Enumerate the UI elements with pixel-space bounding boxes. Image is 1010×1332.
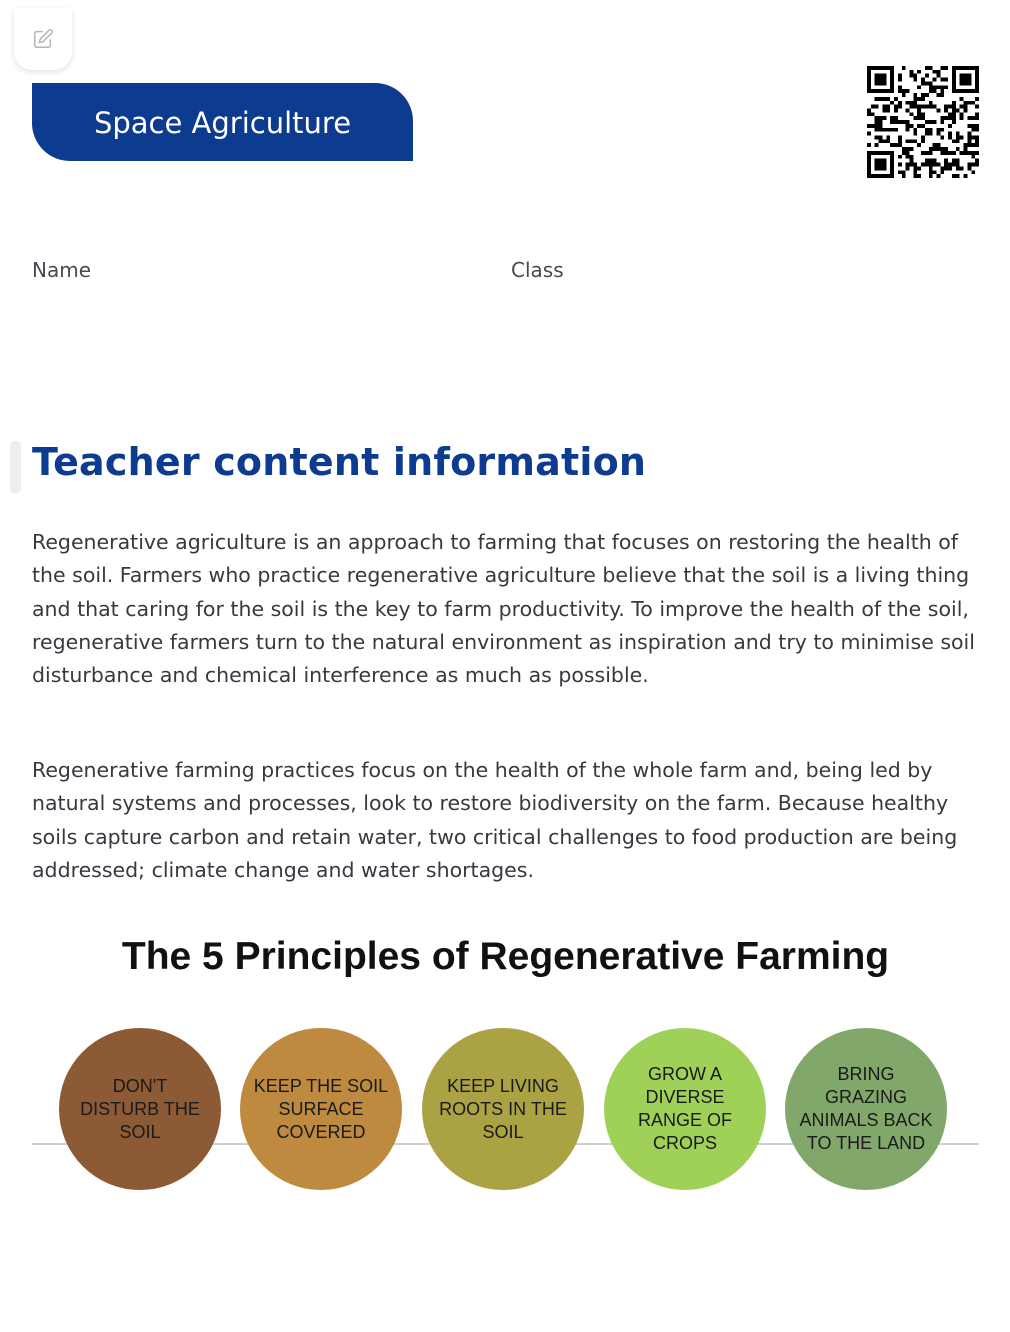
class-field-label: Class	[511, 258, 564, 282]
section-heading: Teacher content information	[32, 440, 647, 484]
principle-circle	[240, 1028, 402, 1190]
content-paragraph: Regenerative agriculture is an approach to farming that focuses on restoring the health of the soil. Farmers who practice regenerative agriculture believe that the soil is a living thing and that caring for the soil is the key to farm productivity. To improve the health of the soil, regenerative farmers turn to the natural environment as inspiration and try to minimise soil disturbance and chemical interference as much as possible.	[32, 530, 975, 688]
principle-label: BRING GRAZING ANIMALS BACK TO THE LAND	[799, 1064, 933, 1153]
principle-circle	[422, 1028, 584, 1190]
principle-label: KEEP THE SOIL SURFACE COVERED	[253, 1075, 389, 1142]
infographic-title: The 5 Principles of Regenerative Farming	[121, 935, 890, 978]
qr-code-icon	[867, 66, 979, 178]
content-paragraph: Regenerative farming practices focus on the health of the whole farm and, being led by natural systems and processes, look to restore biodiversity on the farm. Because healthy soils capture carbon and retain water, two critical challenges to food production are being addressed; climate change and water shortages.	[32, 758, 958, 882]
principles-infographic	[32, 925, 979, 1215]
principle-label: KEEP LIVING ROOTS IN THE SOIL	[439, 1075, 567, 1142]
principle-label: DON'T DISTURB THE SOIL	[80, 1075, 200, 1142]
worksheet-title-text: Space Agriculture	[93, 106, 352, 140]
name-field-label: Name	[32, 258, 92, 282]
edit-button[interactable]	[14, 8, 72, 70]
principle-label: GROW A DIVERSE RANGE OF CROPS	[637, 1064, 732, 1153]
principle-circle	[604, 1028, 766, 1190]
edit-icon	[32, 28, 54, 50]
section-handle	[10, 441, 21, 493]
worksheet-title	[32, 83, 413, 161]
principle-circle	[59, 1028, 221, 1190]
principle-circle	[785, 1028, 947, 1190]
